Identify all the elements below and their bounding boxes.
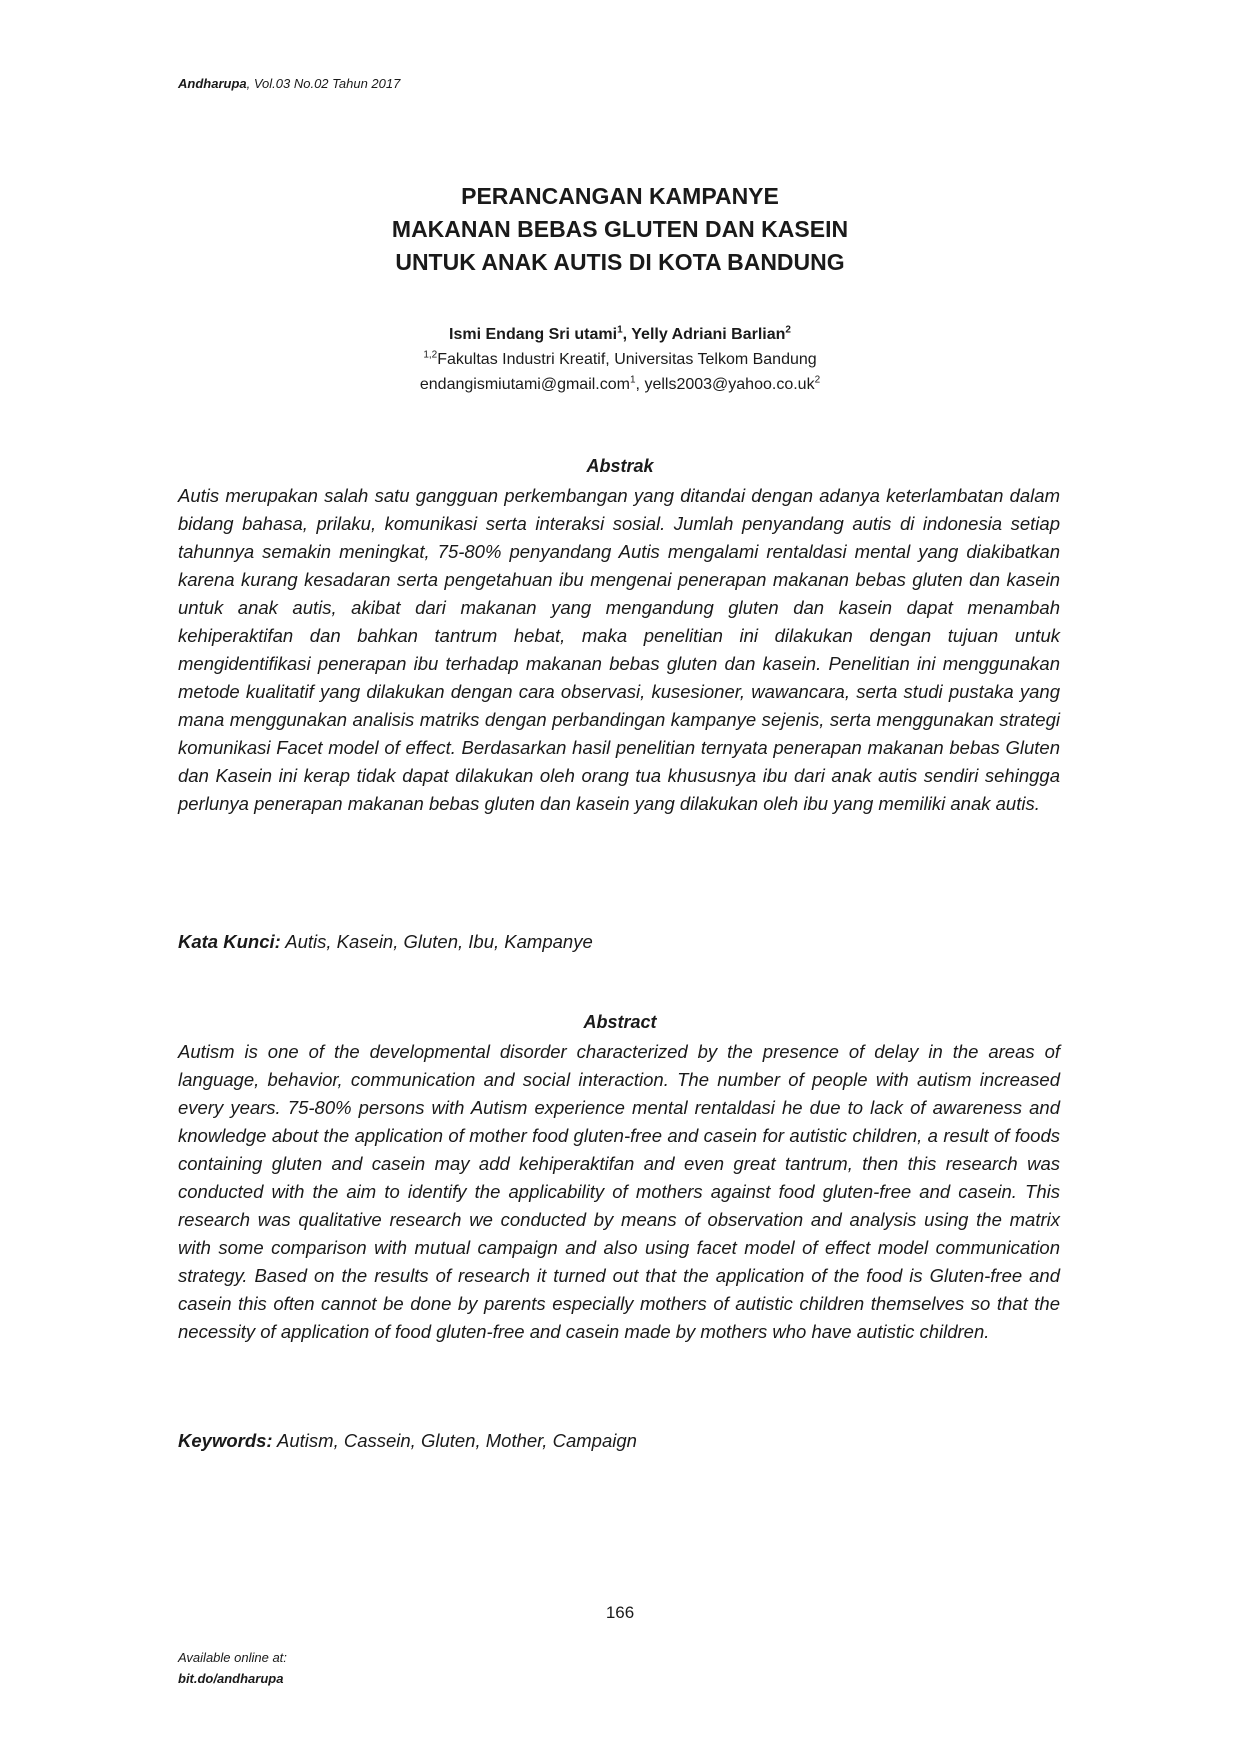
affiliation-text: Fakultas Industri Kreatif, Universitas Telkom Bandung [437,351,817,368]
title-line-1: PERANCANGAN KAMPANYE [461,183,779,209]
keywords-values: Autism, Cassein, Gluten, Mother, Campaign [272,1430,637,1451]
email-2-sup: 2 [814,374,821,386]
abstract-heading: Abstract [583,1012,657,1032]
kata-kunci-label: Kata Kunci: [178,931,281,952]
author-1: Ismi Endang Sri utami [449,326,618,343]
journal-name: Andharupa [178,76,247,91]
author-names [0,322,1240,347]
author-1-sup: 1 [617,324,623,336]
email-1-sup: 1 [629,374,636,386]
abstrak-heading: Abstrak [586,456,654,476]
footer [178,1647,287,1689]
kata-kunci-values: Autis, Kasein, Gluten, Ibu, Kampanye [280,931,593,952]
author-block [0,322,1240,397]
email-1[interactable]: endangismiutami@gmail.com [419,376,630,393]
title-line-2: MAKANAN BEBAS GLUTEN DAN KASEIN [391,216,849,242]
footer-link[interactable]: bit.do/andharupa [178,1671,284,1686]
journal-header [178,76,400,91]
kata-kunci [178,931,593,953]
author-2: Yelly Adriani Barlian [631,326,786,343]
page-number: 166 [605,1603,635,1622]
paper-title [0,180,1240,279]
title-line-3: UNTUK ANAK AUTIS DI KOTA BANDUNG [395,249,845,275]
email-2[interactable]: yells2003@yahoo.co.uk [644,376,815,393]
journal-issue: , Vol.03 No.02 Tahun 2017 [246,76,401,91]
author-2-sup: 2 [785,324,791,336]
affiliation [0,347,1240,372]
keywords-label: Keywords: [178,1430,273,1451]
abstrak-text: Autis merupakan salah satu gangguan perkembangan yang ditandai dengan adanya keterlambatan dalam bidang bahasa, prilaku, komunikasi serta interaksi sosial. Jumlah penyandang autis di indonesia setiap tahunnya semakin meningkat, 75-80% penyandang Autis mengalami rentaldasi mental yang diakibatkan karena kurang kesadaran serta pengetahuan ibu mengenai penerapan makanan bebas gluten dan kasein untuk anak autis, akibat dari makanan yang mengandung gluten dan kasein dapat menambah kehiperaktifan dan bahkan tantrum hebat, maka penelitian ini dilakukan dengan tujuan untuk mengidentifikasi penerapan ibu terhadap makanan bebas gluten dan kasein. Penelitian ini menggunakan metode kualitatif yang dilakukan dengan cara observasi, kusesioner, wawancara, serta studi pustaka yang mana menggunakan analisis matriks dengan perbandingan kampanye sejenis, serta menggunakan strategi komunikasi Facet model of effect. Berdasarkan hasil penelitian ternyata penerapan makanan bebas Gluten dan Kasein ini kerap tidak dapat dilakukan oleh orang tua khususnya ibu dari anak autis sendiri sehingga perlunya penerapan makanan bebas gluten dan kasein yang dilakukan oleh ibu yang memiliki anak autis. [178,485,1060,814]
footer-available: Available online at: [178,1650,287,1665]
abstract-text: Autism is one of the developmental disorder characterized by the presence of delay in the areas of language, behavior, communication and social interaction. The number of people with autism increased every years. 75-80% persons with Autism experience mental rentaldasi he due to lack of awareness and knowledge about the application of mother food gluten-free and casein for autistic children, a result of foods containing gluten and casein may add kehiperaktifan and even great tantrum, then this research was conducted with the aim to identify the applicability of mothers against food gluten-free and casein. This research was qualitative research we conducted by means of observation and analysis using the matrix with some comparison with mutual campaign and also using facet model of effect model communication strategy. Based on the results of research it turned out that the application of the food is Gluten-free and casein this often cannot be done by parents especially mothers of autistic children themselves so that the necessity of application of food gluten-free and casein made by mothers who have autistic children. [178,1041,1060,1342]
email-separator: , [635,376,645,393]
keywords [178,1430,637,1452]
author-separator: , [622,326,632,343]
affiliation-sup: 1,2 [423,349,438,361]
emails [0,372,1240,397]
